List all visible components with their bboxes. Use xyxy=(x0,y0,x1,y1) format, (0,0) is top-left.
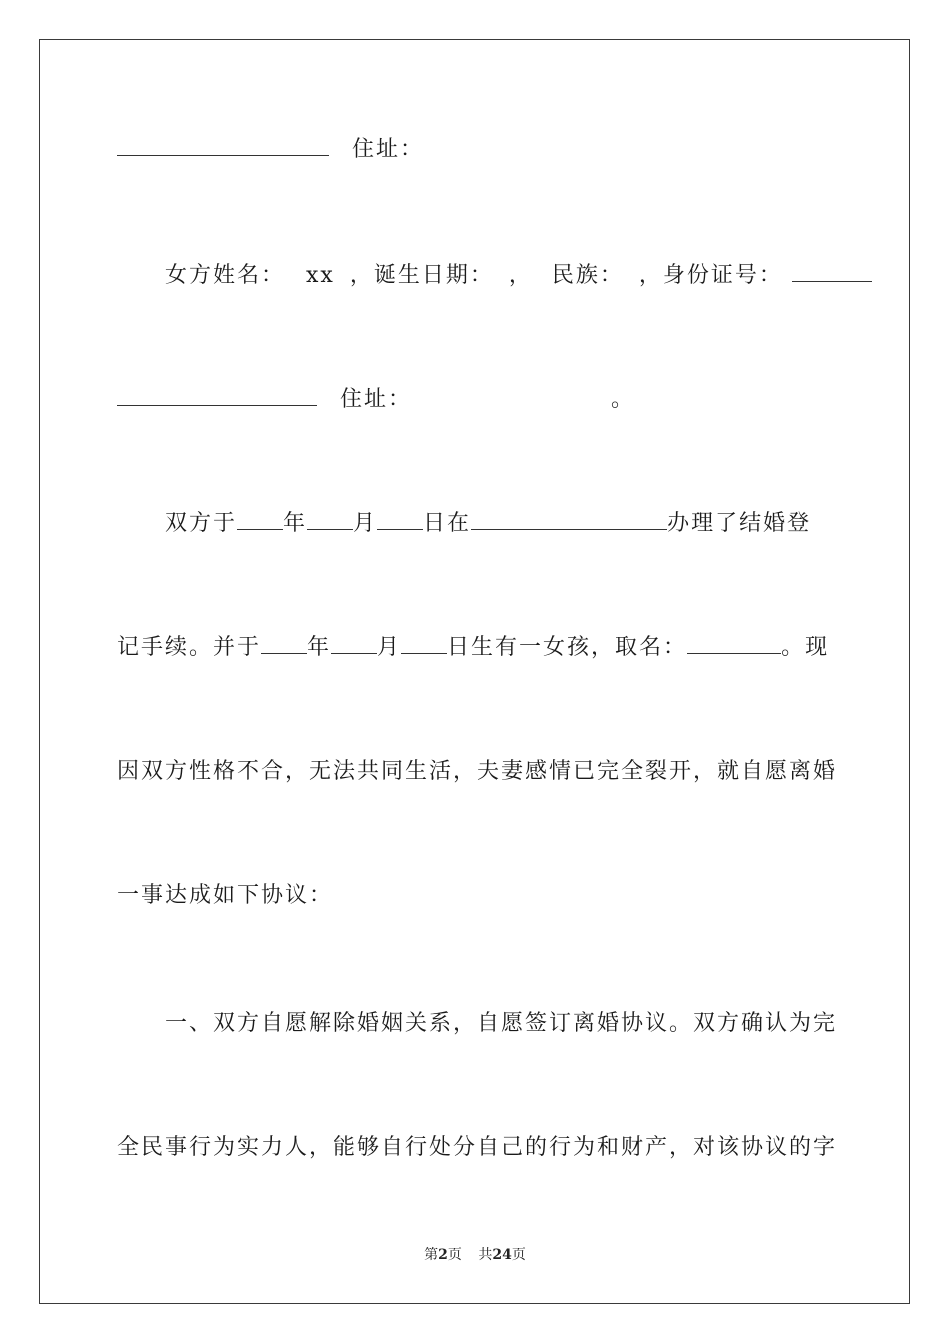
text-span: 年 xyxy=(283,511,308,536)
page-frame xyxy=(39,39,910,1304)
page-footer xyxy=(0,1244,950,1264)
text-span: 日在 xyxy=(423,511,472,536)
sentence-end: 。 xyxy=(611,387,636,412)
text-span: 月 xyxy=(353,511,378,536)
year-blank xyxy=(237,509,283,530)
para2-line1: 一、双方自愿解除婚姻关系，自愿签订离婚协议。双方确认为完 xyxy=(165,1011,838,1036)
current-page-number: 2 xyxy=(438,1247,448,1263)
address-blank xyxy=(117,135,329,156)
text-span: 共 xyxy=(478,1247,493,1263)
para2-line2: 全民事行为实力人，能够自行处分自己的行为和财产，对该协议的字 xyxy=(117,1135,838,1160)
female-name-label: 女方姓名： xyxy=(165,263,286,288)
month-blank xyxy=(307,509,353,530)
text-span: 页 xyxy=(447,1247,462,1263)
child-name-blank xyxy=(687,633,781,654)
female-info-line xyxy=(165,261,835,291)
address-label: 住址： xyxy=(340,387,413,412)
text-span: 双方于 xyxy=(165,511,238,536)
year-blank xyxy=(261,633,307,654)
id-number-blank xyxy=(792,261,872,282)
day-blank xyxy=(377,509,423,530)
text-span: 记手续。并于 xyxy=(117,635,262,660)
address-blank xyxy=(117,385,317,406)
day-blank xyxy=(401,633,447,654)
address-line-female xyxy=(117,385,837,415)
birth-date-label: ，诞生日期： xyxy=(349,263,494,288)
para1-line4: 一事达成如下协议： xyxy=(117,883,334,908)
total-pages-number: 24 xyxy=(492,1247,512,1263)
text-span: 年 xyxy=(307,635,332,660)
text-span: 。现 xyxy=(781,635,830,660)
place-blank xyxy=(471,509,667,530)
para1-line1 xyxy=(165,509,835,539)
ethnicity-label: 民族： xyxy=(551,263,624,288)
para1-line3: 因双方性格不合，无法共同生活，夫妻感情已完全裂开，就自愿离婚 xyxy=(117,759,838,784)
text-span: 日生有一女孩，取名： xyxy=(447,635,688,660)
address-line-male xyxy=(117,135,837,165)
month-blank xyxy=(331,633,377,654)
female-name-value: xx xyxy=(306,263,335,288)
para1-line2 xyxy=(117,633,837,663)
id-number-label: ，身份证号： xyxy=(638,263,783,288)
address-label: 住址： xyxy=(352,137,425,162)
comma-separator: ， xyxy=(508,263,533,288)
text-span: 办理了结婚登 xyxy=(667,511,812,536)
text-span: 页 xyxy=(511,1247,526,1263)
text-span: 月 xyxy=(377,635,402,660)
text-span: 第 xyxy=(424,1247,439,1263)
